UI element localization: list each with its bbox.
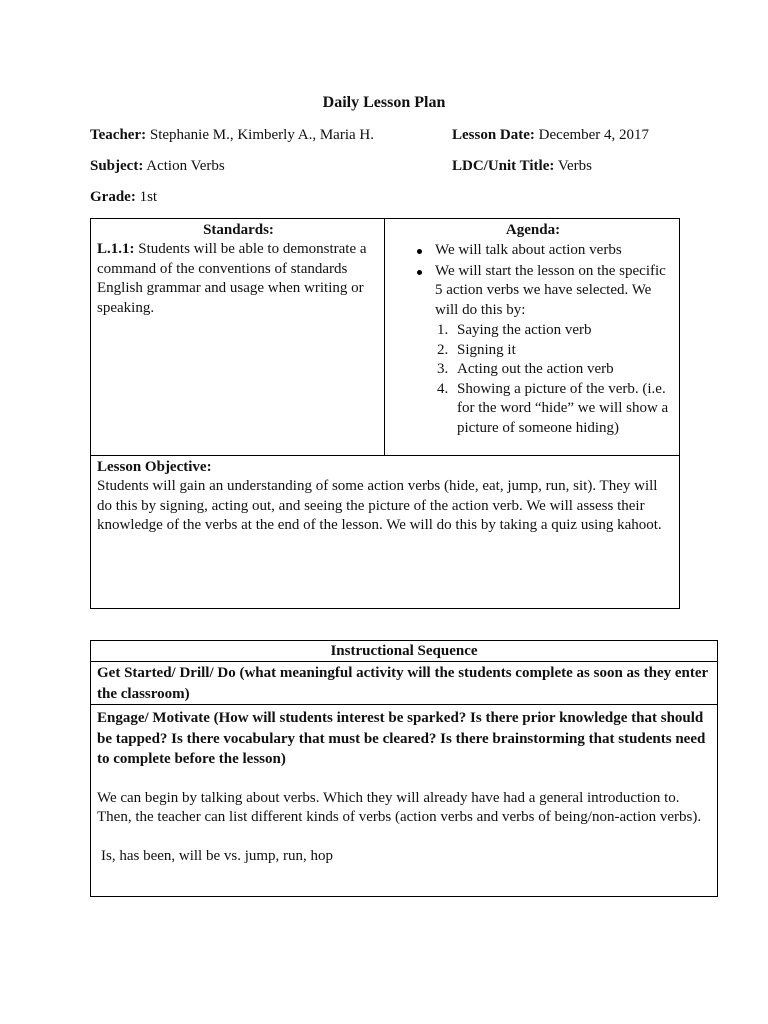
agenda-bullet-text: We will start the lesson on the specific 5 action verbs we have selected. We will do this by: [435,262,666,318]
agenda-bullet [391,241,675,261]
teacher-line [90,126,374,144]
engage-motivate-prompt: Engage/ Motivate (How will students interest be sparked? Is there prior knowledge that should be tapped? Is there vocabulary that must be cleared? Is there brainstorming that students need to complete before the lesson) [97,710,706,767]
engage-motivate-example: Is, has been, will be vs. jump, run, hop [101,847,334,864]
standards-code: L.1.1: [97,241,135,257]
objective-cell [91,456,680,609]
agenda-bullet [391,262,675,321]
agenda-steps-list [391,321,675,438]
lesson-date-label: Lesson Date: [452,127,535,143]
grade-line [90,188,157,206]
grade-value: 1st [139,189,158,205]
step-number: 3. [437,361,449,377]
instructional-sequence-heading: Instructional Sequence [91,641,718,662]
objective-text: Students will gain an understanding of some action verbs (hide, eat, jump, run, sit). They will do this by signing, acting out, and seeing the picture of the action verb. We will assess their knowledge of the verbs at the end of the lesson. We will do this by taking a quiz using kahoot. [97,478,662,534]
unit-title-line [452,157,592,175]
step-text: Acting out the action verb [457,361,614,377]
standards-description: Students will be able to demonstrate a command of the conventions of standards English grammar and usage when writing or speaking. [97,241,367,316]
lesson-date-line [452,126,649,144]
subject-value: Action Verbs [146,158,225,174]
standards-cell [91,219,385,456]
bullet-icon [417,249,422,254]
lesson-date-value: December 4, 2017 [538,127,650,143]
standards-agenda-table [90,218,680,609]
document-title: Daily Lesson Plan [322,94,446,111]
unit-title-label: LDC/Unit Title: [452,158,555,174]
standards-text-block [97,240,380,318]
teacher-value: Stephanie M., Kimberly A., Maria H. [149,127,374,143]
step-number: 4. [437,380,449,397]
step-number: 2. [437,341,449,358]
engage-motivate-cell [91,705,718,897]
agenda-step [391,360,675,380]
engage-motivate-text: We can begin by talking about verbs. Which they will already have had a general introduction to. Then, the teacher can list different kinds of verbs (action verbs and verbs of being/non-action verbs). [97,789,702,825]
agenda-bullet-list [391,241,675,320]
objective-heading: Lesson Objective: [97,459,212,475]
step-number: 1. [437,322,449,338]
teacher-label: Teacher: [90,127,147,143]
bullet-icon [417,270,422,275]
agenda-step [391,321,675,341]
subject-label: Subject: [90,158,144,174]
agenda-step [391,341,675,361]
step-text: Showing a picture of the verb. (i.e. for the word “hide” we will show a picture of someone hiding) [457,380,669,436]
agenda-heading: Agenda: [505,222,561,238]
step-text: Signing it [457,341,516,358]
get-started-prompt: Get Started/ Drill/ Do (what meaningful activity will the students complete as soon as they enter the classroom) [97,665,708,702]
agenda-step [391,380,675,439]
instructional-sequence-table [90,640,718,897]
get-started-cell [91,662,718,705]
unit-title-value: Verbs [557,158,593,174]
subject-line [90,157,225,175]
step-text: Saying the action verb [457,322,592,338]
agenda-bullet-text: We will talk about action verbs [435,242,622,258]
grade-label: Grade: [90,189,136,205]
agenda-cell [385,219,680,456]
standards-heading: Standards: [203,222,274,238]
